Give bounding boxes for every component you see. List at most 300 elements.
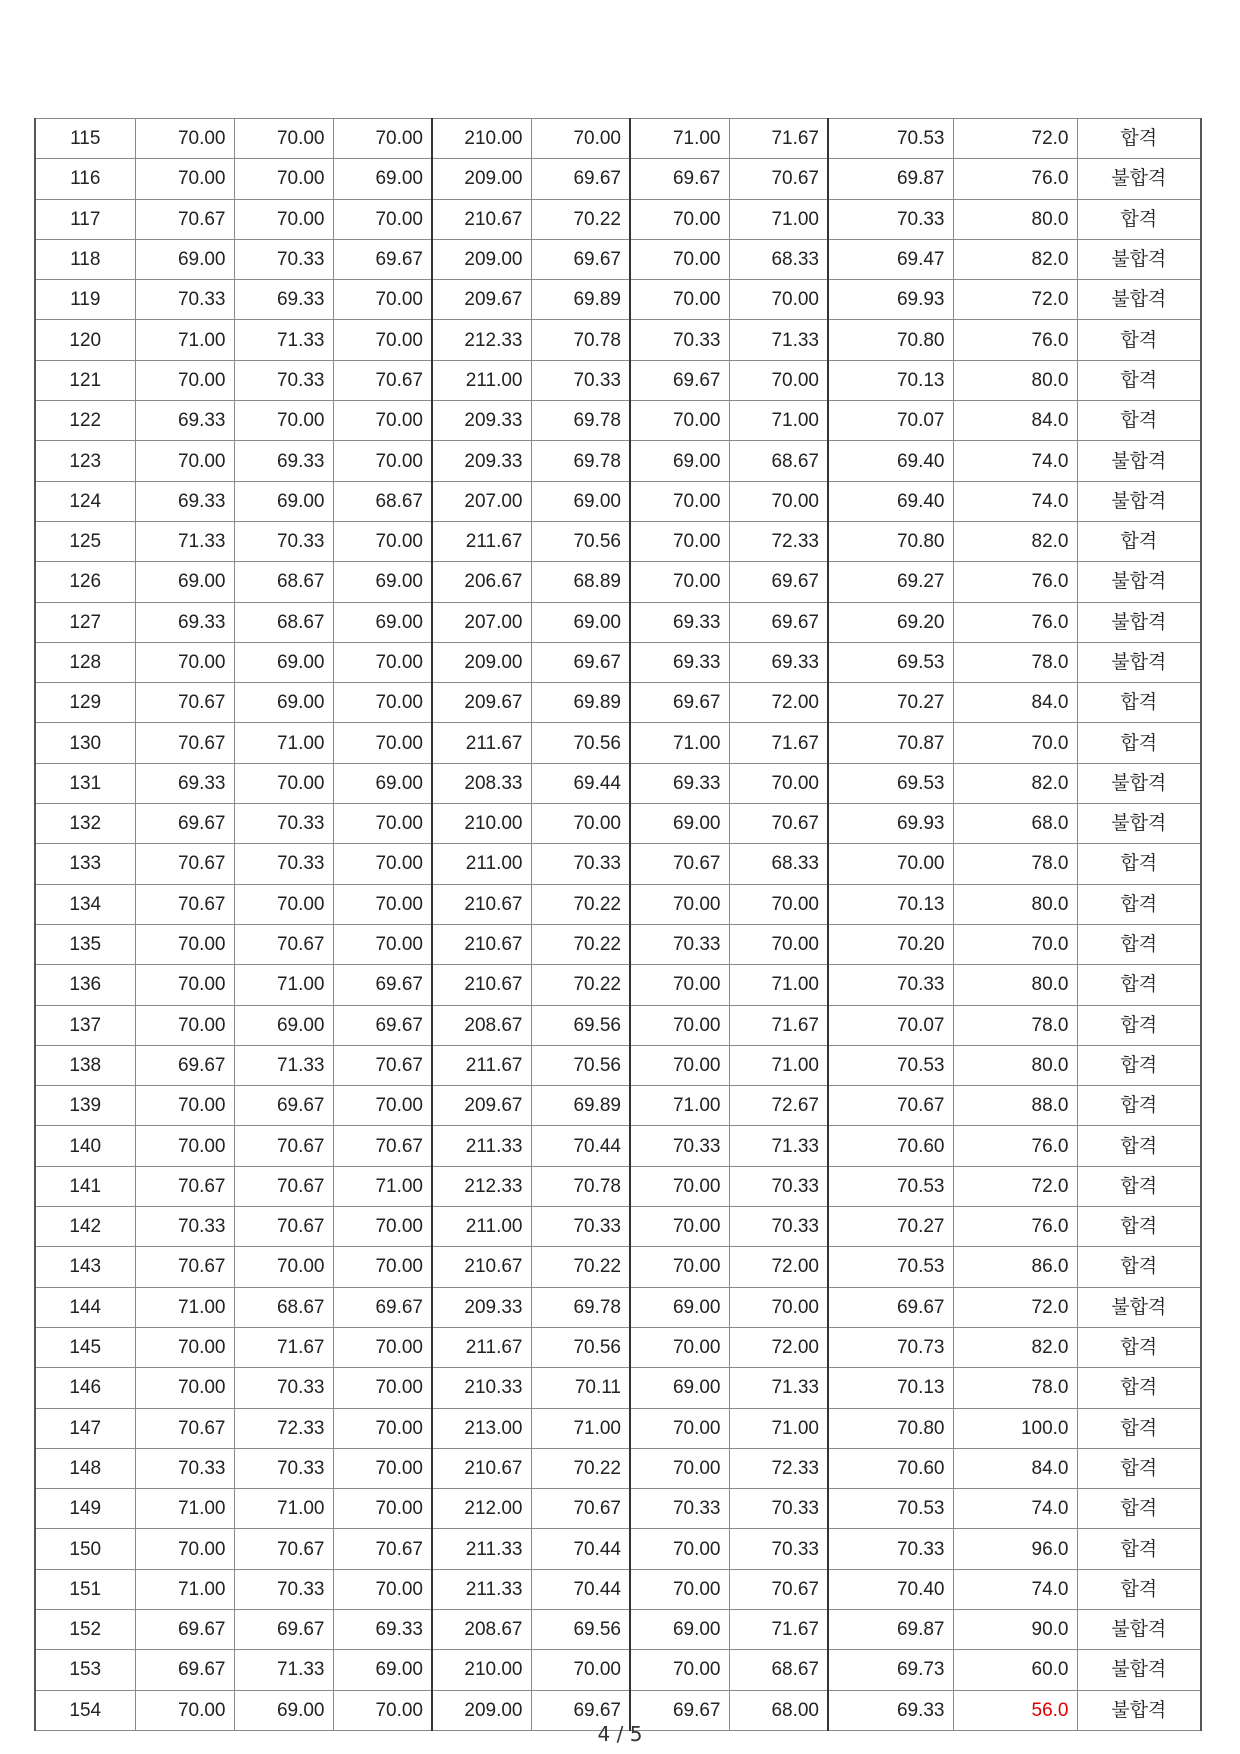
score-cell: 70.00 bbox=[135, 1126, 234, 1166]
score-cell: 70.67 bbox=[729, 1569, 828, 1609]
score-cell: 70.56 bbox=[531, 1327, 630, 1367]
result-cell: 합격 bbox=[1077, 1529, 1201, 1569]
score-cell: 70.00 bbox=[630, 562, 729, 602]
score-cell: 70.22 bbox=[531, 1247, 630, 1287]
score-cell: 70.33 bbox=[630, 1126, 729, 1166]
table-row bbox=[35, 683, 1201, 723]
score-cell: 70.33 bbox=[234, 1569, 333, 1609]
score-cell: 69.00 bbox=[333, 159, 432, 199]
score-cell: 69.67 bbox=[234, 1086, 333, 1126]
score-cell: 69.67 bbox=[333, 965, 432, 1005]
score-cell: 70.33 bbox=[234, 521, 333, 561]
score-cell: 68.0 bbox=[953, 804, 1077, 844]
row-number-cell: 140 bbox=[35, 1126, 135, 1166]
table-row bbox=[35, 1609, 1201, 1649]
score-cell: 68.67 bbox=[729, 1650, 828, 1690]
table-row bbox=[35, 924, 1201, 964]
score-cell: 69.67 bbox=[531, 239, 630, 279]
score-cell: 70.00 bbox=[630, 1247, 729, 1287]
score-cell: 71.00 bbox=[234, 723, 333, 763]
score-cell: 70.00 bbox=[630, 884, 729, 924]
score-cell: 211.00 bbox=[432, 844, 531, 884]
score-cell: 206.67 bbox=[432, 562, 531, 602]
score-cell: 70.00 bbox=[135, 1327, 234, 1367]
score-cell: 71.67 bbox=[729, 119, 828, 159]
result-cell: 불합격 bbox=[1077, 1690, 1201, 1730]
score-cell: 72.0 bbox=[953, 1166, 1077, 1206]
result-cell: 불합격 bbox=[1077, 602, 1201, 642]
score-cell: 69.78 bbox=[531, 1287, 630, 1327]
score-cell: 70.00 bbox=[333, 1690, 432, 1730]
score-cell: 70.33 bbox=[234, 239, 333, 279]
score-cell: 70.33 bbox=[135, 1448, 234, 1488]
result-cell: 합격 bbox=[1077, 1005, 1201, 1045]
score-cell: 69.00 bbox=[135, 239, 234, 279]
score-cell: 70.56 bbox=[531, 1045, 630, 1085]
score-cell: 70.53 bbox=[828, 119, 953, 159]
table-row bbox=[35, 239, 1201, 279]
score-cell: 70.67 bbox=[828, 1086, 953, 1126]
score-cell: 208.67 bbox=[432, 1005, 531, 1045]
score-cell: 70.00 bbox=[630, 1166, 729, 1206]
score-cell: 90.0 bbox=[953, 1609, 1077, 1649]
score-cell: 84.0 bbox=[953, 683, 1077, 723]
score-cell: 70.33 bbox=[828, 199, 953, 239]
table-row bbox=[35, 1045, 1201, 1085]
score-cell: 69.67 bbox=[135, 804, 234, 844]
score-cell: 70.67 bbox=[333, 1045, 432, 1085]
row-number-cell: 138 bbox=[35, 1045, 135, 1085]
score-cell: 69.53 bbox=[828, 763, 953, 803]
score-cell: 211.67 bbox=[432, 723, 531, 763]
result-cell: 합격 bbox=[1077, 360, 1201, 400]
score-cell: 70.67 bbox=[135, 844, 234, 884]
score-cell: 211.33 bbox=[432, 1569, 531, 1609]
score-cell: 72.0 bbox=[953, 119, 1077, 159]
row-number-cell: 133 bbox=[35, 844, 135, 884]
score-cell: 68.33 bbox=[729, 239, 828, 279]
score-cell: 80.0 bbox=[953, 360, 1077, 400]
score-cell: 70.00 bbox=[333, 1408, 432, 1448]
score-cell: 72.0 bbox=[953, 280, 1077, 320]
score-cell: 69.93 bbox=[828, 804, 953, 844]
score-cell: 68.67 bbox=[234, 602, 333, 642]
score-cell: 70.07 bbox=[828, 401, 953, 441]
table-row bbox=[35, 280, 1201, 320]
score-cell: 74.0 bbox=[953, 441, 1077, 481]
score-cell: 69.40 bbox=[828, 481, 953, 521]
score-cell: 70.00 bbox=[333, 1207, 432, 1247]
score-cell: 71.00 bbox=[234, 965, 333, 1005]
score-cell: 70.00 bbox=[135, 924, 234, 964]
score-cell: 212.33 bbox=[432, 320, 531, 360]
score-cell: 69.33 bbox=[630, 763, 729, 803]
score-cell: 70.00 bbox=[333, 119, 432, 159]
page-number: 4 / 5 bbox=[597, 1722, 643, 1746]
score-cell: 69.00 bbox=[234, 481, 333, 521]
score-cell: 70.00 bbox=[630, 1005, 729, 1045]
table-row bbox=[35, 199, 1201, 239]
score-cell: 210.00 bbox=[432, 804, 531, 844]
row-number-cell: 127 bbox=[35, 602, 135, 642]
row-number-cell: 134 bbox=[35, 884, 135, 924]
score-cell: 69.00 bbox=[333, 1650, 432, 1690]
table-row bbox=[35, 1207, 1201, 1247]
result-cell: 합격 bbox=[1077, 884, 1201, 924]
row-number-cell: 128 bbox=[35, 642, 135, 682]
score-cell: 210.00 bbox=[432, 119, 531, 159]
row-number-cell: 139 bbox=[35, 1086, 135, 1126]
result-cell: 합격 bbox=[1077, 1247, 1201, 1287]
table-row bbox=[35, 763, 1201, 803]
row-number-cell: 116 bbox=[35, 159, 135, 199]
score-cell: 70.33 bbox=[630, 320, 729, 360]
score-cell: 68.33 bbox=[729, 844, 828, 884]
score-cell: 210.67 bbox=[432, 965, 531, 1005]
score-cell: 209.33 bbox=[432, 401, 531, 441]
score-cell: 70.00 bbox=[234, 119, 333, 159]
table-row bbox=[35, 401, 1201, 441]
score-cell: 70.78 bbox=[531, 1166, 630, 1206]
score-cell: 70.00 bbox=[234, 763, 333, 803]
row-number-cell: 153 bbox=[35, 1650, 135, 1690]
score-cell: 70.33 bbox=[234, 1368, 333, 1408]
score-cell: 70.00 bbox=[135, 441, 234, 481]
score-cell: 70.00 bbox=[630, 239, 729, 279]
score-cell: 209.00 bbox=[432, 642, 531, 682]
score-cell: 208.33 bbox=[432, 763, 531, 803]
score-cell: 68.67 bbox=[234, 562, 333, 602]
table-row bbox=[35, 965, 1201, 1005]
score-cell: 69.67 bbox=[729, 562, 828, 602]
score-cell: 71.33 bbox=[729, 1126, 828, 1166]
row-number-cell: 132 bbox=[35, 804, 135, 844]
score-cell: 69.67 bbox=[234, 1609, 333, 1649]
score-cell: 70.0 bbox=[953, 723, 1077, 763]
score-cell: 70.73 bbox=[828, 1327, 953, 1367]
score-cell: 70.00 bbox=[135, 360, 234, 400]
score-cell: 70.00 bbox=[729, 360, 828, 400]
score-cell: 84.0 bbox=[953, 1448, 1077, 1488]
row-number-cell: 154 bbox=[35, 1690, 135, 1730]
score-cell: 69.78 bbox=[531, 441, 630, 481]
score-cell: 70.00 bbox=[630, 1650, 729, 1690]
row-number-cell: 142 bbox=[35, 1207, 135, 1247]
score-cell: 210.67 bbox=[432, 884, 531, 924]
score-cell: 88.0 bbox=[953, 1086, 1077, 1126]
table-row bbox=[35, 723, 1201, 763]
result-cell: 합격 bbox=[1077, 844, 1201, 884]
score-cell: 69.33 bbox=[828, 1690, 953, 1730]
score-cell: 70.13 bbox=[828, 360, 953, 400]
score-cell: 80.0 bbox=[953, 199, 1077, 239]
score-cell: 70.00 bbox=[333, 723, 432, 763]
score-cell: 70.44 bbox=[531, 1529, 630, 1569]
table-row bbox=[35, 1005, 1201, 1045]
score-cell: 69.33 bbox=[630, 642, 729, 682]
score-cell: 78.0 bbox=[953, 844, 1077, 884]
score-cell: 70.56 bbox=[531, 521, 630, 561]
score-cell: 70.22 bbox=[531, 924, 630, 964]
score-cell: 60.0 bbox=[953, 1650, 1077, 1690]
score-cell: 70.67 bbox=[234, 1207, 333, 1247]
score-cell: 69.33 bbox=[234, 441, 333, 481]
score-cell: 71.00 bbox=[135, 1287, 234, 1327]
score-cell: 70.53 bbox=[828, 1045, 953, 1085]
score-cell: 72.67 bbox=[729, 1086, 828, 1126]
score-cell: 209.33 bbox=[432, 1287, 531, 1327]
score-cell: 70.33 bbox=[630, 1489, 729, 1529]
table-row bbox=[35, 562, 1201, 602]
score-cell: 82.0 bbox=[953, 763, 1077, 803]
score-cell: 211.33 bbox=[432, 1126, 531, 1166]
score-cell: 70.87 bbox=[828, 723, 953, 763]
row-number-cell: 121 bbox=[35, 360, 135, 400]
score-cell: 69.33 bbox=[135, 602, 234, 642]
result-cell: 불합격 bbox=[1077, 441, 1201, 481]
score-cell: 71.33 bbox=[234, 1650, 333, 1690]
score-cell: 70.00 bbox=[333, 521, 432, 561]
score-cell: 70.33 bbox=[828, 1529, 953, 1569]
score-cell: 212.00 bbox=[432, 1489, 531, 1529]
score-cell: 80.0 bbox=[953, 1045, 1077, 1085]
score-cell: 70.00 bbox=[630, 965, 729, 1005]
score-cell: 70.67 bbox=[135, 1408, 234, 1448]
score-cell: 70.33 bbox=[630, 924, 729, 964]
score-cell: 68.67 bbox=[729, 441, 828, 481]
score-cell: 70.00 bbox=[333, 1448, 432, 1488]
score-cell: 68.67 bbox=[234, 1287, 333, 1327]
score-cell: 69.00 bbox=[630, 441, 729, 481]
score-cell: 70.67 bbox=[135, 1247, 234, 1287]
score-cell: 207.00 bbox=[432, 602, 531, 642]
result-cell: 합격 bbox=[1077, 683, 1201, 723]
score-cell: 210.67 bbox=[432, 199, 531, 239]
score-cell: 70.33 bbox=[531, 844, 630, 884]
score-cell: 70.67 bbox=[630, 844, 729, 884]
score-cell: 69.53 bbox=[828, 642, 953, 682]
score-cell: 69.00 bbox=[333, 602, 432, 642]
result-cell: 불합격 bbox=[1077, 642, 1201, 682]
score-cell: 72.33 bbox=[729, 1448, 828, 1488]
score-cell: 70.00 bbox=[135, 642, 234, 682]
score-cell: 70.00 bbox=[729, 763, 828, 803]
result-cell: 불합격 bbox=[1077, 239, 1201, 279]
score-cell: 70.33 bbox=[531, 1207, 630, 1247]
score-cell: 70.20 bbox=[828, 924, 953, 964]
row-number-cell: 136 bbox=[35, 965, 135, 1005]
score-cell: 70.00 bbox=[135, 119, 234, 159]
score-cell: 209.33 bbox=[432, 441, 531, 481]
score-cell: 69.00 bbox=[630, 1368, 729, 1408]
result-cell: 합격 bbox=[1077, 1448, 1201, 1488]
score-cell: 70.00 bbox=[630, 280, 729, 320]
result-cell: 불합격 bbox=[1077, 804, 1201, 844]
score-cell: 70.00 bbox=[729, 924, 828, 964]
score-cell: 69.67 bbox=[630, 683, 729, 723]
score-cell: 69.00 bbox=[234, 1005, 333, 1045]
score-cell: 76.0 bbox=[953, 159, 1077, 199]
score-cell: 70.00 bbox=[135, 159, 234, 199]
score-cell: 70.00 bbox=[333, 1086, 432, 1126]
table-row bbox=[35, 1166, 1201, 1206]
score-cell: 71.33 bbox=[729, 1368, 828, 1408]
score-cell: 207.00 bbox=[432, 481, 531, 521]
score-cell: 56.0 bbox=[953, 1690, 1077, 1730]
score-cell: 70.00 bbox=[135, 1086, 234, 1126]
results-table bbox=[34, 118, 1202, 1731]
score-cell: 70.00 bbox=[630, 1529, 729, 1569]
result-cell: 불합격 bbox=[1077, 481, 1201, 521]
score-cell: 70.67 bbox=[135, 683, 234, 723]
result-cell: 합격 bbox=[1077, 1569, 1201, 1609]
score-cell: 71.00 bbox=[135, 1489, 234, 1529]
score-cell: 70.00 bbox=[135, 1005, 234, 1045]
score-cell: 69.56 bbox=[531, 1609, 630, 1649]
score-cell: 70.40 bbox=[828, 1569, 953, 1609]
score-cell: 71.00 bbox=[531, 1408, 630, 1448]
score-cell: 72.00 bbox=[729, 683, 828, 723]
row-number-cell: 147 bbox=[35, 1408, 135, 1448]
table-row bbox=[35, 1489, 1201, 1529]
score-cell: 70.27 bbox=[828, 1207, 953, 1247]
score-cell: 70.00 bbox=[630, 1045, 729, 1085]
score-cell: 68.00 bbox=[729, 1690, 828, 1730]
score-cell: 70.22 bbox=[531, 1448, 630, 1488]
score-cell: 70.00 bbox=[630, 199, 729, 239]
score-cell: 70.56 bbox=[531, 723, 630, 763]
score-cell: 70.00 bbox=[333, 320, 432, 360]
score-cell: 82.0 bbox=[953, 239, 1077, 279]
score-cell: 70.67 bbox=[135, 723, 234, 763]
score-cell: 69.00 bbox=[630, 1287, 729, 1327]
score-cell: 69.33 bbox=[729, 642, 828, 682]
result-cell: 합격 bbox=[1077, 1327, 1201, 1367]
score-cell: 70.00 bbox=[333, 884, 432, 924]
result-cell: 합격 bbox=[1077, 1126, 1201, 1166]
row-number-cell: 149 bbox=[35, 1489, 135, 1529]
row-number-cell: 151 bbox=[35, 1569, 135, 1609]
score-cell: 70.00 bbox=[630, 1408, 729, 1448]
score-cell: 70.00 bbox=[630, 521, 729, 561]
row-number-cell: 119 bbox=[35, 280, 135, 320]
score-cell: 70.13 bbox=[828, 1368, 953, 1408]
score-cell: 70.00 bbox=[531, 1650, 630, 1690]
table-row bbox=[35, 1529, 1201, 1569]
score-cell: 70.22 bbox=[531, 965, 630, 1005]
score-cell: 70.00 bbox=[531, 804, 630, 844]
score-cell: 69.33 bbox=[333, 1609, 432, 1649]
table-row bbox=[35, 1448, 1201, 1488]
score-cell: 69.33 bbox=[135, 481, 234, 521]
score-cell: 70.00 bbox=[234, 1247, 333, 1287]
score-cell: 70.00 bbox=[333, 683, 432, 723]
score-cell: 70.27 bbox=[828, 683, 953, 723]
score-cell: 69.47 bbox=[828, 239, 953, 279]
score-cell: 69.00 bbox=[234, 642, 333, 682]
table-row bbox=[35, 1408, 1201, 1448]
table-row bbox=[35, 521, 1201, 561]
table-row bbox=[35, 642, 1201, 682]
score-cell: 70.00 bbox=[729, 280, 828, 320]
table-row bbox=[35, 1086, 1201, 1126]
score-cell: 70.44 bbox=[531, 1126, 630, 1166]
table-row bbox=[35, 602, 1201, 642]
result-cell: 합격 bbox=[1077, 723, 1201, 763]
table-row bbox=[35, 1126, 1201, 1166]
score-cell: 71.00 bbox=[234, 1489, 333, 1529]
score-cell: 69.00 bbox=[135, 562, 234, 602]
score-cell: 71.00 bbox=[729, 401, 828, 441]
row-number-cell: 125 bbox=[35, 521, 135, 561]
score-cell: 70.33 bbox=[729, 1529, 828, 1569]
score-cell: 78.0 bbox=[953, 642, 1077, 682]
score-cell: 80.0 bbox=[953, 884, 1077, 924]
score-cell: 71.33 bbox=[135, 521, 234, 561]
row-number-cell: 143 bbox=[35, 1247, 135, 1287]
score-cell: 210.67 bbox=[432, 1247, 531, 1287]
row-number-cell: 120 bbox=[35, 320, 135, 360]
score-cell: 70.33 bbox=[234, 1448, 333, 1488]
score-cell: 70.00 bbox=[333, 642, 432, 682]
score-cell: 69.67 bbox=[135, 1045, 234, 1085]
score-cell: 70.53 bbox=[828, 1489, 953, 1529]
score-cell: 209.00 bbox=[432, 1690, 531, 1730]
score-cell: 70.00 bbox=[135, 1529, 234, 1569]
score-cell: 70.00 bbox=[630, 401, 729, 441]
score-cell: 210.67 bbox=[432, 924, 531, 964]
score-cell: 78.0 bbox=[953, 1005, 1077, 1045]
score-cell: 72.0 bbox=[953, 1287, 1077, 1327]
score-cell: 70.67 bbox=[234, 1126, 333, 1166]
score-cell: 70.00 bbox=[333, 280, 432, 320]
score-cell: 69.78 bbox=[531, 401, 630, 441]
score-cell: 74.0 bbox=[953, 1489, 1077, 1529]
table-row bbox=[35, 884, 1201, 924]
result-cell: 합격 bbox=[1077, 199, 1201, 239]
score-cell: 209.00 bbox=[432, 159, 531, 199]
score-cell: 70.67 bbox=[333, 360, 432, 400]
row-number-cell: 123 bbox=[35, 441, 135, 481]
table-row bbox=[35, 1368, 1201, 1408]
score-cell: 70.60 bbox=[828, 1448, 953, 1488]
result-cell: 불합격 bbox=[1077, 763, 1201, 803]
score-cell: 212.33 bbox=[432, 1166, 531, 1206]
score-cell: 71.67 bbox=[729, 723, 828, 763]
score-cell: 70.53 bbox=[828, 1247, 953, 1287]
score-cell: 70.33 bbox=[234, 844, 333, 884]
table-row bbox=[35, 1287, 1201, 1327]
score-cell: 70.00 bbox=[531, 119, 630, 159]
result-cell: 합격 bbox=[1077, 1166, 1201, 1206]
score-cell: 71.00 bbox=[630, 1086, 729, 1126]
score-cell: 69.33 bbox=[135, 401, 234, 441]
score-cell: 211.67 bbox=[432, 1327, 531, 1367]
score-cell: 70.00 bbox=[828, 844, 953, 884]
score-cell: 70.13 bbox=[828, 884, 953, 924]
score-cell: 69.67 bbox=[828, 1287, 953, 1327]
score-cell: 211.67 bbox=[432, 521, 531, 561]
table-row bbox=[35, 320, 1201, 360]
score-cell: 70.00 bbox=[333, 804, 432, 844]
score-cell: 69.89 bbox=[531, 683, 630, 723]
score-cell: 72.33 bbox=[234, 1408, 333, 1448]
score-cell: 70.33 bbox=[729, 1166, 828, 1206]
score-cell: 69.67 bbox=[630, 159, 729, 199]
score-cell: 69.33 bbox=[630, 602, 729, 642]
score-cell: 69.00 bbox=[531, 481, 630, 521]
score-cell: 69.87 bbox=[828, 159, 953, 199]
